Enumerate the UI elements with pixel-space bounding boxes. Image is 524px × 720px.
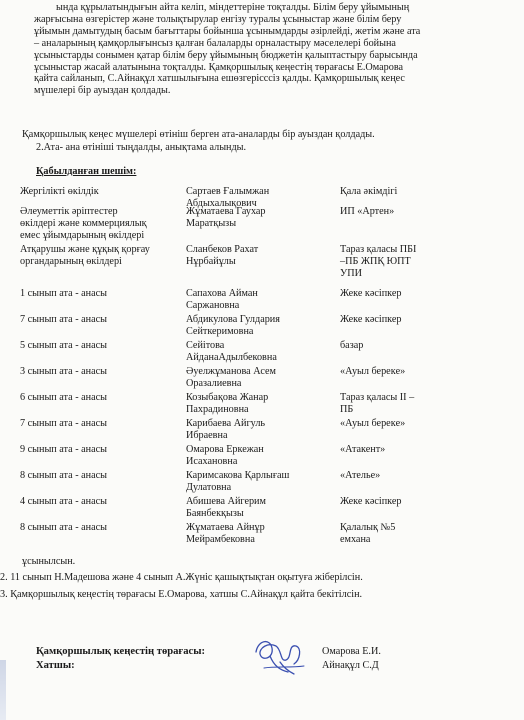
secretary-name: Айнақұл С.Д: [322, 660, 379, 671]
member-org-line: ПБ: [340, 403, 354, 415]
member-org: [340, 470, 480, 482]
member-org: [340, 522, 480, 546]
member-name-line: Дулатовна: [186, 481, 232, 493]
member-name-line: Маратқызы: [186, 217, 237, 229]
member-name-line: Әуелжұманова Асем: [186, 366, 276, 377]
member-name: [186, 366, 336, 390]
member-name-line: Козыбақова Жанар: [186, 392, 269, 403]
member-name-line: Карибаева Айгуль: [186, 418, 266, 429]
member-name-line: Сартаев Ғалымжан: [186, 186, 270, 197]
member-org-line: УПИ: [340, 267, 362, 279]
member-name: [186, 418, 336, 442]
member-name-line: Исахановна: [186, 455, 238, 467]
member-role-line: 7 сынып ата - анасы: [20, 314, 108, 325]
member-name-line: Нұрбайұлы: [186, 255, 236, 267]
member-org: [340, 496, 480, 508]
intro-line: ұсыныстарды сонымен қатар білім беру ұйымының бюджетін қалыптастыру барысында: [34, 49, 418, 61]
member-role: [20, 418, 180, 430]
member-role-line: 6 сынып ата - анасы: [20, 392, 108, 403]
member-org-line: Жеке кәсіпкер: [340, 496, 402, 507]
member-org-line: «Атакент»: [340, 444, 386, 455]
member-org-line: Тараз қаласы ПБІ: [340, 244, 417, 255]
member-org: [340, 444, 480, 456]
decision-2-line: 2. 11 сынып Н.Мадешова және 4 сынып А.Жүніс қашықтықтан оқытуға жіберілсін.: [0, 572, 363, 583]
member-name-line: Сланбеков Рахат: [186, 244, 259, 255]
member-org: [340, 186, 480, 198]
member-name: [186, 340, 336, 364]
member-name-line: Саржановна: [186, 299, 240, 311]
member-name-line: Сапахова Айман: [186, 288, 258, 299]
member-org-line: Қала әкімдігі: [340, 186, 398, 197]
member-name-line: Абдыхалықович: [186, 197, 257, 209]
member-name: [186, 314, 336, 338]
member-role-line: Әлеуметтік әріптестер: [20, 206, 118, 217]
member-name-line: Жұматаева Айнұр: [186, 522, 265, 533]
chair-name: Омарова Е.И.: [322, 646, 381, 657]
member-name: [186, 392, 336, 416]
decision-3-line: 3. Қамқоршылық кеңестің төрағасы Е.Омарова, хатшы С.Айнақұл қайта бекітілсін.: [0, 589, 363, 600]
member-org-line: Қалалық №5: [340, 522, 396, 533]
member-name-line: АйданаАдылбековна: [186, 351, 277, 363]
member-role: [20, 366, 180, 378]
member-role-line: емес ұйымдарының өкілдері: [20, 229, 145, 241]
member-name-line: Ибраевна: [186, 429, 228, 441]
member-org-line: ИП «Артен»: [340, 206, 395, 217]
member-role-line: 8 сынып ата - анасы: [20, 522, 108, 533]
member-org: [340, 314, 480, 326]
member-name: [186, 288, 336, 312]
intro-line: мүшелері бір ауыздан қолдады.: [34, 85, 171, 97]
member-org-line: Тараз қаласы ІІ –: [340, 392, 415, 403]
member-name-line: Абдикулова Гулдария: [186, 314, 280, 325]
intro-line: – аналарының қамқорлығынсыз қалған балаларды орналастыру мәселелері бойына: [34, 37, 396, 49]
member-org-line: «Ательe»: [340, 470, 381, 481]
member-role-line: 5 сынып ата - анасы: [20, 340, 108, 351]
decision-heading: Қабылданған шешім:: [36, 166, 137, 177]
member-role: [20, 206, 180, 242]
member-name: [186, 470, 336, 494]
intro-line: қайта сайланып, С.Айнақұл хатшылығына ешөзгерісссіз қалды. Қамқоршылық кеңес: [34, 73, 405, 85]
item-2-line: 2.Ата- ана өтініші тыңдалды, анықтама алынды.: [36, 142, 247, 153]
member-role: [20, 314, 180, 326]
member-name-line: Мейрамбековна: [186, 533, 255, 545]
member-role-line: Атқарушы және құқық қорғау: [20, 244, 150, 255]
intro-line: ұйымын дамытудың басым бағыттары бойынша ұсынымдарды әзірлейді, жетім және ата: [34, 25, 421, 37]
signature-image: [250, 632, 310, 678]
member-role: [20, 340, 180, 352]
member-name: [186, 444, 336, 468]
intro-line: ұсыныстар жасай алатынына тоқталды. Қамқоршылық кеңестің төрағасы Е.Омарова: [34, 61, 404, 73]
member-org-line: емхана: [340, 533, 371, 545]
member-org: [340, 392, 480, 416]
intro-paragraph: [34, 2, 502, 97]
member-name-line: Каримсакова Қарлығаш: [186, 470, 290, 481]
member-name: [186, 522, 336, 546]
usynylsyn-line: ұсынылсын.: [22, 556, 76, 567]
member-name-line: Пахрадиновна: [186, 403, 249, 415]
member-role-line: 7 сынып ата - анасы: [20, 418, 108, 429]
member-org: [340, 418, 480, 430]
member-role-line: 4 сынып ата - анасы: [20, 496, 108, 507]
member-role: [20, 522, 180, 534]
member-role-line: Жергілікті өкілдік: [20, 186, 99, 197]
member-name: [186, 244, 336, 268]
member-org: [340, 244, 480, 280]
member-org-line: «Ауыл берекe»: [340, 366, 406, 377]
intro-line: жарғысына өзгерістер және толықтырулар енгізу туралы ұсыныстар және білім беру: [34, 13, 402, 25]
member-name-line: Сейітова: [186, 340, 225, 351]
member-org: [340, 340, 480, 352]
member-org: [340, 288, 480, 300]
member-org-line: –ПБ ЖПҚ ЮПТ: [340, 255, 411, 267]
member-name-line: Жұматаева Гаухар: [186, 206, 266, 217]
member-name-line: Омарова Еркежан: [186, 444, 264, 455]
member-org: [340, 366, 480, 378]
member-role-line: 3 сынып ата - анасы: [20, 366, 108, 377]
member-org: [340, 206, 480, 218]
member-name: [186, 496, 336, 520]
member-name-line: Баянбекқызы: [186, 507, 244, 519]
chair-label: Қамқоршылық кеңестің төрағасы:: [36, 646, 206, 657]
stamp-edge: [0, 660, 6, 720]
member-role: [20, 244, 180, 268]
member-role-line: өкілдері және коммерциялық: [20, 217, 147, 229]
member-role: [20, 444, 180, 456]
member-org-line: базар: [340, 340, 364, 351]
member-org-line: «Ауыл берекe»: [340, 418, 406, 429]
secretary-label: Хатшы:: [36, 660, 75, 671]
member-name-line: Оразалиевна: [186, 377, 242, 389]
member-role: [20, 496, 180, 508]
member-role: [20, 392, 180, 404]
member-name-line: Сейткеримовна: [186, 325, 254, 337]
member-role-line: 8 сынып ата - анасы: [20, 470, 108, 481]
member-name-line: Абишева Айгерим: [186, 496, 266, 507]
member-role-line: органдарының өкілдері: [20, 255, 122, 267]
member-org-line: Жеке кәсіпкер: [340, 314, 402, 325]
member-role: [20, 186, 180, 198]
member-name: [186, 206, 336, 230]
member-role: [20, 470, 180, 482]
intro-line: ында құрылатындығын айта келіп, міндеттеріне тоқталды. Білім беру ұйымының: [56, 2, 410, 13]
member-role-line: 9 сынып ата - анасы: [20, 444, 108, 455]
support-line: Қамқоршылық кеңес мүшелері өтініш берген ата-аналарды бір ауыздан қолдады.: [22, 129, 375, 140]
member-org-line: Жеке кәсіпкер: [340, 288, 402, 299]
member-role: [20, 288, 180, 300]
member-role-line: 1 сынып ата - анасы: [20, 288, 108, 299]
